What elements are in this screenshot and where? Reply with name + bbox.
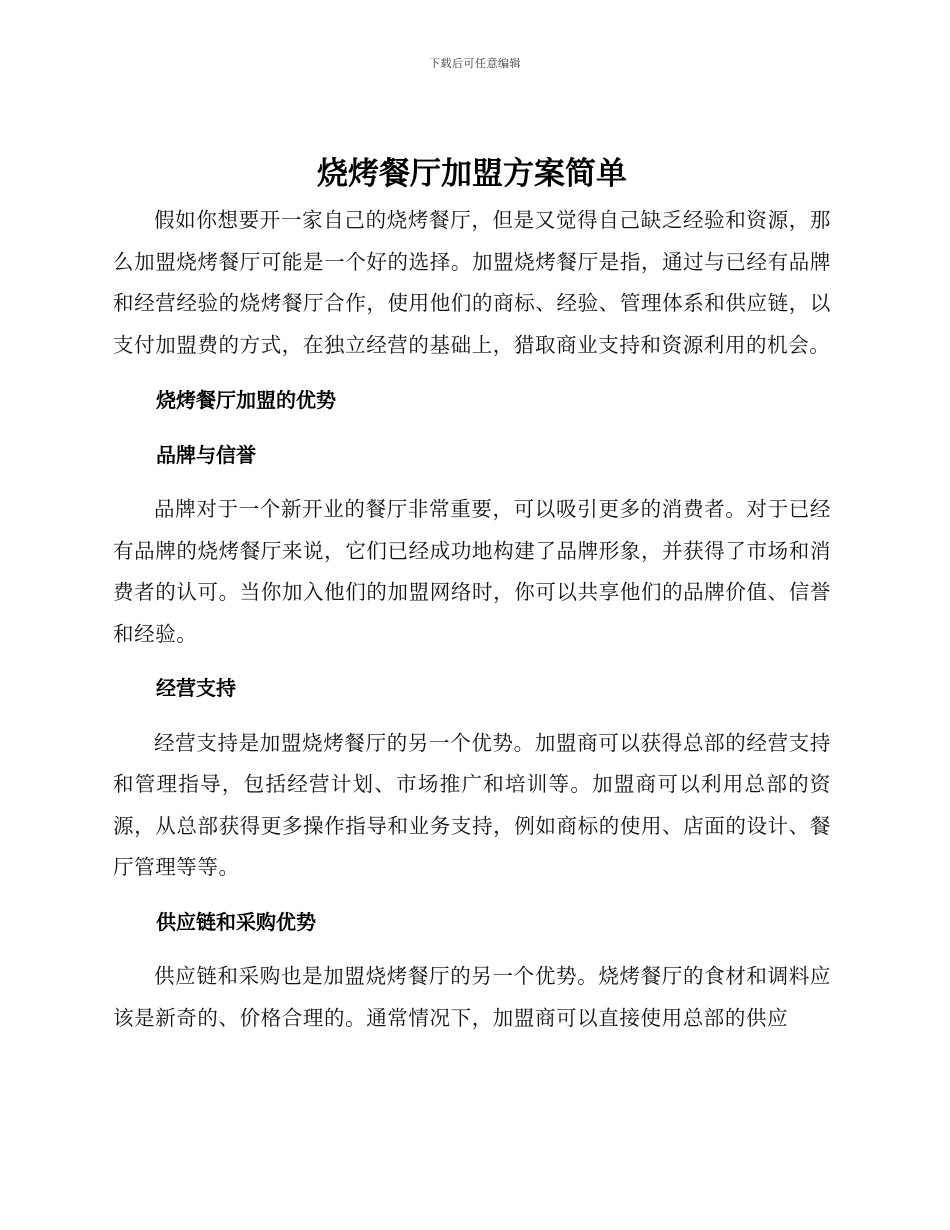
- subsection-body-operation-support: 经营支持是加盟烧烤餐厅的另一个优势。加盟商可以获得总部的经营支持和管理指导，包括经营计划、市场推广和培训等。加盟商可以利用总部的资源，从总部获得更多操作指导和业务支持，例如商标的使用、店面的设计、餐厅管理等等。: [113, 730, 831, 879]
- subsection-body-supply-chain: 供应链和采购也是加盟烧烤餐厅的另一个优势。烧烤餐厅的食材和调料应该是新奇的、价格合理的。通常情况下，加盟商可以直接使用总部的供应: [113, 964, 831, 1030]
- subsection-heading-brand: 品牌与信誉: [156, 442, 256, 467]
- spacer: [113, 476, 831, 489]
- header-note: 下载后可任意编辑: [429, 57, 521, 70]
- subsection-heading-supply-chain: 供应链和采购优势: [156, 909, 316, 934]
- spacer: [113, 422, 831, 435]
- subsection-body-brand: 品牌对于一个新开业的餐厅非常重要，可以吸引更多的消费者。对于已经有品牌的烧烤餐厅来说，它们已经成功地构建了品牌形象，并获得了市场和消费者的认可。当你加入他们的加盟网络时，你可以共享他们的品牌价值、信誉和经验。: [113, 497, 831, 646]
- section-heading-advantages: 烧烤餐厅加盟的优势: [156, 388, 336, 412]
- spacer: [113, 889, 831, 902]
- spacer: [113, 943, 831, 956]
- spacer: [113, 366, 831, 380]
- document-content: [113, 148, 831, 1039]
- spacer: [113, 710, 831, 723]
- subsection-heading-operation-support: 经营支持: [156, 676, 236, 700]
- intro-paragraph: 假如你想要开一家自己的烧烤餐厅，但是又觉得自己缺乏经验和资源，那么加盟烧烤餐厅可能是一个好的选择。加盟烧烤餐厅是指，通过与已经有品牌和经营经验的烧烤餐厅合作，使用他们的商标、经验、管理体系和供应链，以支付加盟费的方式，在独立经营的基础上，猎取商业支持和资源利用的机会。: [113, 208, 831, 357]
- document-title: 烧烤餐厅加盟方案简单: [317, 156, 627, 192]
- spacer: [113, 655, 831, 668]
